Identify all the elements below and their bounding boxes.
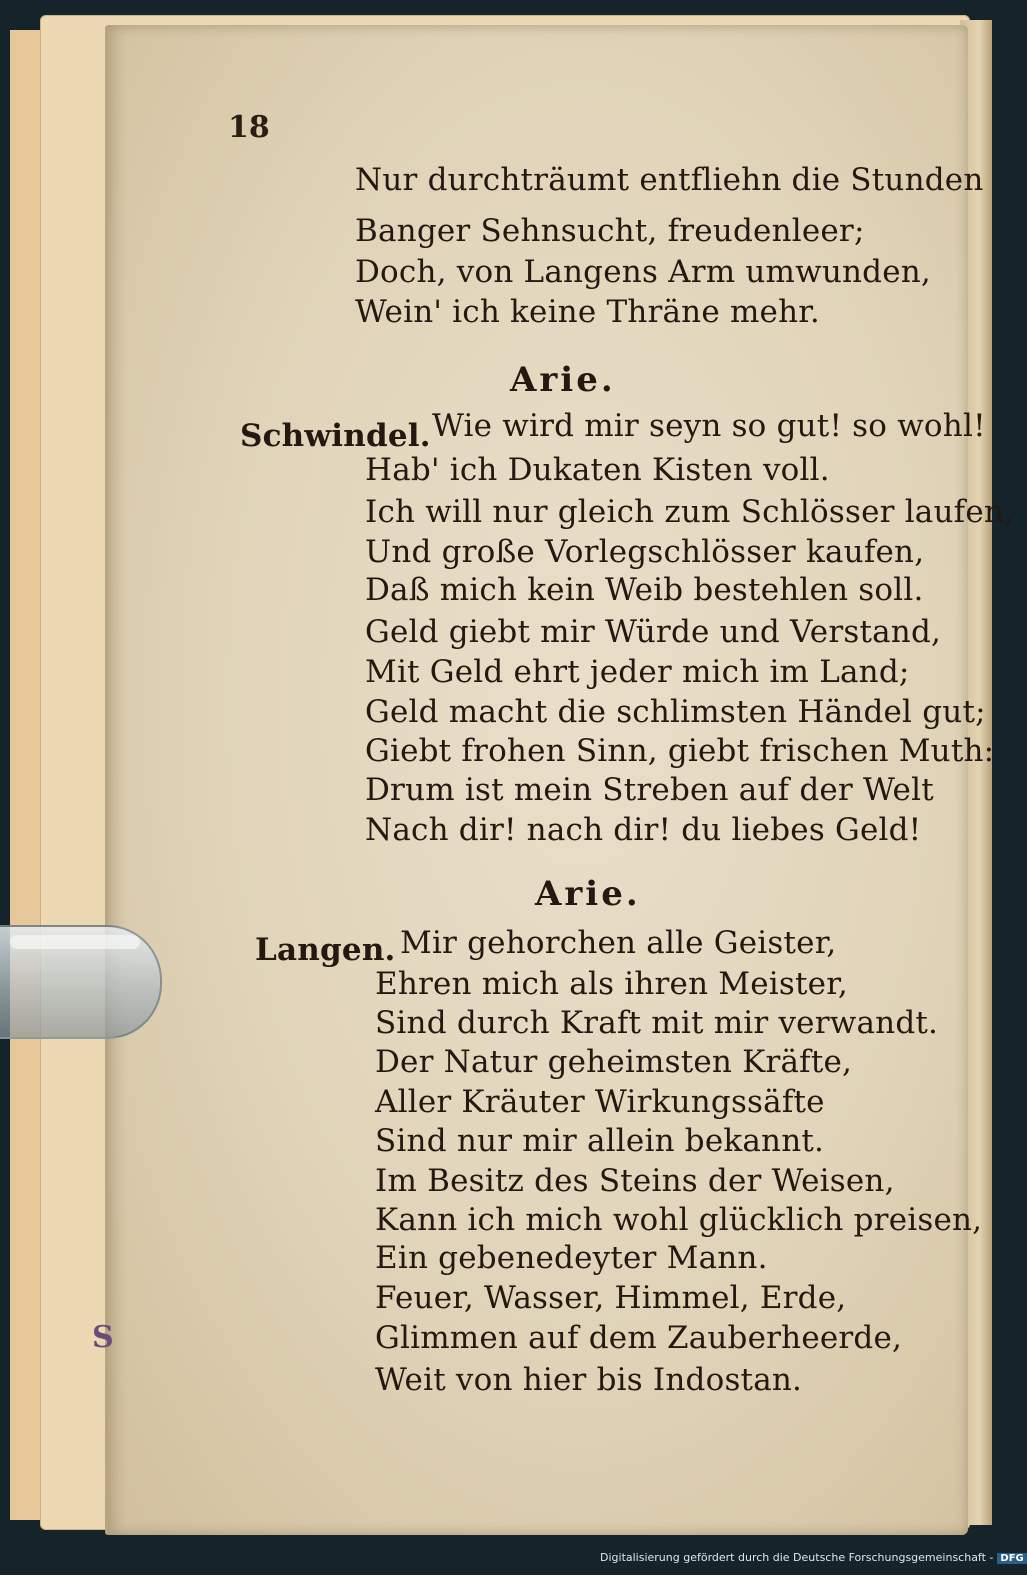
verse-line: Mit Geld ehrt jeder mich im Land; [365,654,910,690]
verse-line: Kann ich mich wohl glücklich preisen, [375,1202,983,1238]
verse-line: Hab' ich Dukaten Kisten voll. [365,452,830,488]
speaker-name: Langen. [255,932,396,968]
section-heading: Arie. [510,360,616,400]
verse-line: Geld giebt mir Würde und Verstand, [365,614,942,650]
verse-line: Geld macht die schlimsten Händel gut; [365,694,986,730]
section-heading: Arie. [535,874,641,914]
page-number: 18 [228,110,270,145]
verse-line: Sind nur mir allein bekannt. [375,1123,825,1159]
verse-line: Glimmen auf dem Zauberheerde, [375,1320,903,1356]
verse-line: Wie wird mir seyn so gut! so wohl! [432,408,986,444]
verse-line: Aller Kräuter Wirkungssäfte [375,1084,825,1120]
verse-line: Der Natur geheimsten Kräfte, [375,1044,853,1080]
verse-line: Drum ist mein Streben auf der Welt [365,772,934,808]
page-clip-highlight [10,935,140,949]
verse-line: Mir gehorchen alle Geister, [400,925,837,961]
verse-line: Ein gebenedeyter Mann. [375,1240,768,1276]
credit-text: Digitalisierung gefördert durch die Deutsche Forschungsgemeinschaft - [600,1551,994,1564]
verse-line: Daß mich kein Weib bestehlen soll. [365,572,924,608]
verse-line: Und große Vorlegschlösser kaufen, [365,534,925,570]
library-stamp: S [92,1320,114,1355]
verse-line: Im Besitz des Steins der Weisen, [375,1163,895,1199]
verse-line: Feuer, Wasser, Himmel, Erde, [375,1280,847,1316]
verse-line: Doch, von Langens Arm umwunden, [355,254,931,290]
verse-line: Nur durchträumt entfliehn die Stunden [355,162,984,198]
verse-line: Sind durch Kraft mit mir verwandt. [375,1005,939,1041]
verse-line: Weit von hier bis Indostan. [375,1362,803,1398]
verse-line: Ich will nur gleich zum Schlösser laufen, [365,494,1015,530]
verse-line: Wein' ich keine Thräne mehr. [355,294,820,330]
verse-line: Nach dir! nach dir! du liebes Geld! [365,812,922,848]
verse-line: Ehren mich als ihren Meister, [375,966,848,1002]
dfg-logo: DFG [997,1553,1026,1564]
verse-line: Giebt frohen Sinn, giebt frischen Muth: [365,733,995,769]
digitization-credit [600,1551,1027,1564]
speaker-name: Schwindel. [240,418,431,454]
verse-line: Banger Sehnsucht, freudenleer; [355,213,865,249]
